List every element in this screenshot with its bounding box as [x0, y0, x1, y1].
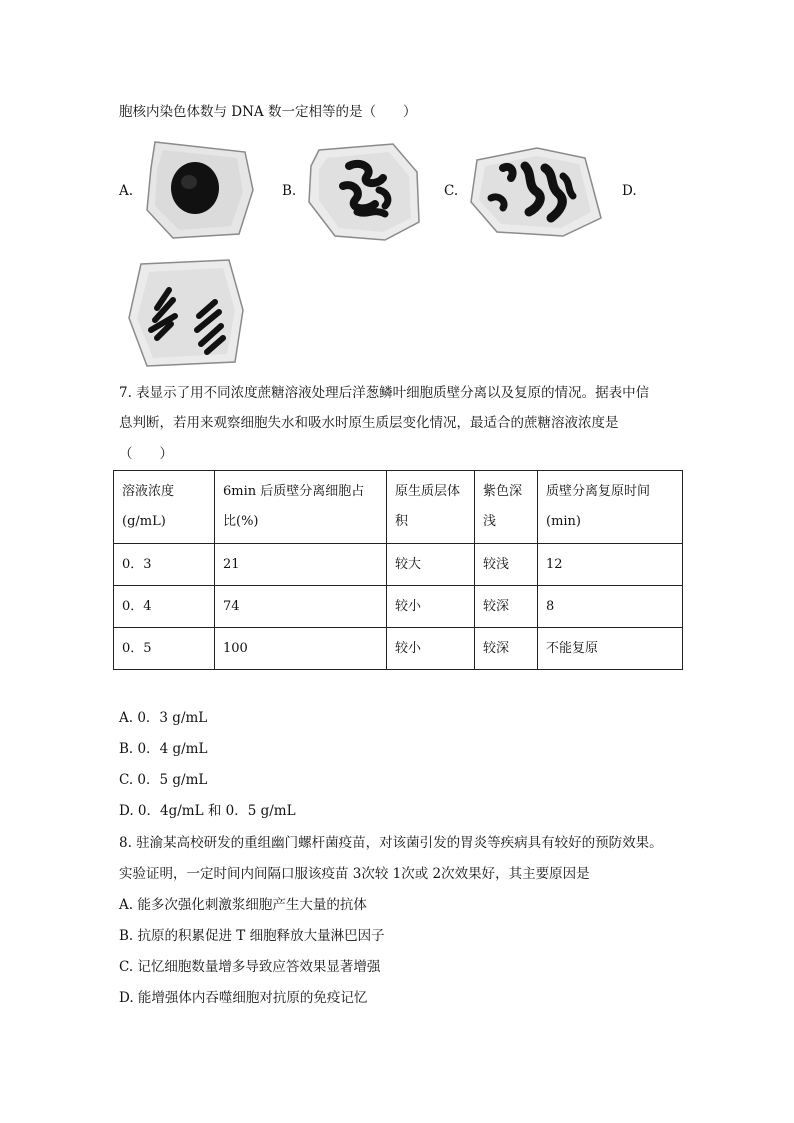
table-cell: 100 [215, 628, 387, 670]
q8-option-b: B. 抗原的积累促进 T 细胞释放大量淋巴因子 [119, 928, 385, 944]
q6-option-b-label: B. [282, 183, 297, 199]
table-cell: 12 [538, 544, 683, 586]
q7-data-table [113, 470, 683, 670]
cell-image-a [143, 138, 255, 242]
table-cell: 0．5 [114, 628, 215, 670]
table-cell: 较大 [387, 544, 475, 586]
q8-option-d: D. 能增强体内吞噬细胞对抗原的免疫记忆 [119, 990, 368, 1006]
table-cell: 较深 [475, 586, 538, 628]
q7-stem-line-3: （ ） [119, 446, 173, 462]
q8-stem-line-1: 8. 驻渝某高校研发的重组幽门螺杆菌疫苗，对该菌引发的胃炎等疾病具有较好的预防效果。 [119, 835, 663, 851]
table-header-cell: 紫色深 浅 [475, 471, 538, 544]
q7-option-b: B. 0．4 g/mL [119, 741, 208, 757]
cell-image-c [467, 146, 603, 238]
q6-option-d-label: D. [622, 183, 637, 199]
q7-stem-line-1: 7. 表显示了用不同浓度蔗糖溶液处理后洋葱鳞叶细胞质壁分离以及复原的情况。据表中信 [119, 385, 650, 401]
q7-option-a: A. 0．3 g/mL [119, 710, 208, 726]
table-cell: 较小 [387, 586, 475, 628]
table-header-cell: 6min 后质壁分离细胞占 比(%) [215, 471, 387, 544]
table-row [114, 544, 683, 586]
q8-option-a: A. 能多次强化刺激浆细胞产生大量的抗体 [119, 897, 367, 913]
cell-image-d [127, 258, 247, 370]
table-header-cell: 溶液浓度 (g/mL) [114, 471, 215, 544]
table-header-cell: 质壁分离复原时间 (min) [538, 471, 683, 544]
table-cell: 较小 [387, 628, 475, 670]
q8-stem-line-2: 实验证明，一定时间内间隔口服该疫苗 3次较 1次或 2次效果好，其主要原因是 [119, 866, 590, 882]
table-cell: 较浅 [475, 544, 538, 586]
cell-image-b [305, 142, 423, 242]
table-row [114, 628, 683, 670]
table-cell: 74 [215, 586, 387, 628]
q6-stem: 胞核内染色体数与 DNA 数一定相等的是（ ） [119, 104, 417, 120]
table-row [114, 586, 683, 628]
q7-option-d: D. 0．4g/mL 和 0．5 g/mL [119, 803, 296, 819]
q6-option-c-label: C. [444, 183, 459, 199]
q6-option-a-label: A. [119, 183, 134, 199]
table-cell: 0．4 [114, 586, 215, 628]
table-cell: 21 [215, 544, 387, 586]
q8-option-c: C. 记忆细胞数量增多导致应答效果显著增强 [119, 959, 381, 975]
table-cell: 不能复原 [538, 628, 683, 670]
table-header-row [114, 471, 683, 544]
q7-option-c: C. 0．5 g/mL [119, 772, 208, 788]
table-header-cell: 原生质层体 积 [387, 471, 475, 544]
table-cell: 8 [538, 586, 683, 628]
q7-stem-line-2: 息判断，若用来观察细胞失水和吸水时原生质层变化情况，最适合的蔗糖溶液浓度是 [119, 415, 619, 431]
table-cell: 较深 [475, 628, 538, 670]
table-cell: 0．3 [114, 544, 215, 586]
